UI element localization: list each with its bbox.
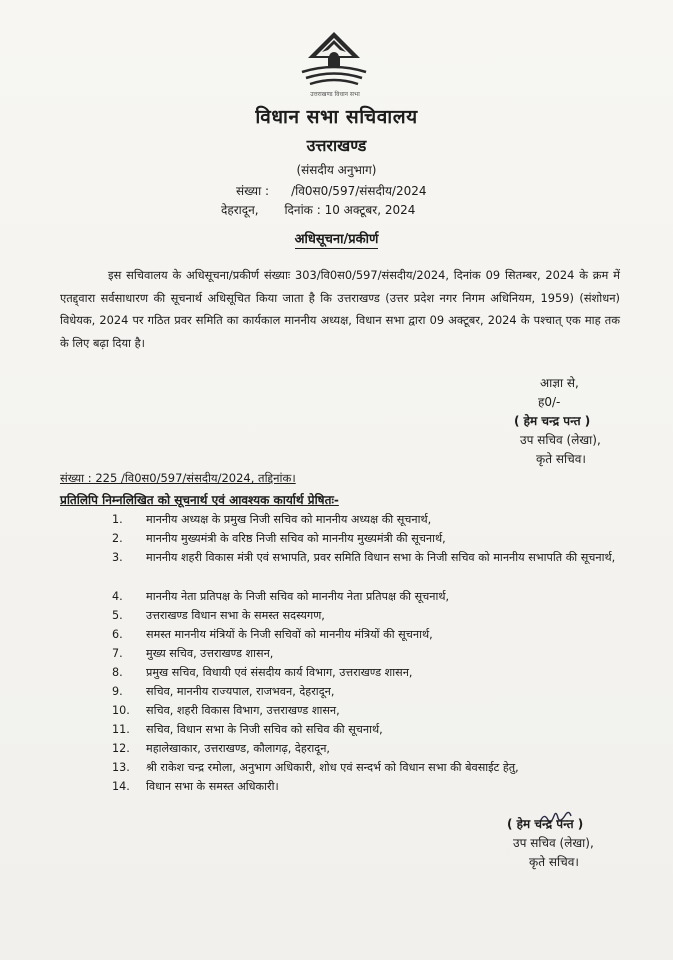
- list-item-number: 4.: [112, 590, 123, 603]
- list-item-number: 10.: [112, 704, 130, 717]
- state-name: उत्तराखण्ड: [306, 136, 367, 155]
- list-item-text: माननीय नेता प्रतिपक्ष के निजी सचिव को माननीय नेता प्रतिपक्ष की सूचनार्थ,: [146, 590, 450, 603]
- list-item-number: 8.: [112, 666, 123, 679]
- signature-block-1: [500, 374, 630, 469]
- signatory-designation: उप सचिव (लेखा),: [513, 836, 594, 850]
- notice-body: इस सचिवालय के अधिसूचना/प्रकीर्ण संख्याः 303/वि0स0/597/संसदीय/2024, दिनांक 09 सितम्बर, 2024 के क्रम में एतद्द्वारा सर्वसाधारण की सूचनार्थ अधिसूचित किया जाता है कि उत्तराखण्ड (उत्तर प्रदेश नगर निगम अधिनियम, 1959) (संशोधन) विधेयक, 2024 पर गठित प्रवर समिति का कार्यकाल माननीय अध्यक्ष, विधान सभा द्वारा 09 अक्टूबर, 2024 के पश्चात् एक माह तक के लिए बढ़ा दिया है।: [60, 268, 620, 350]
- signature-block-2: [505, 815, 645, 872]
- list-item-text: माननीय अध्यक्ष के प्रमुख निजी सचिव को माननीय अध्यक्ष की सूचनार्थ,: [146, 513, 432, 526]
- order-line: आज्ञा से,: [540, 376, 579, 390]
- list-item-text: माननीय मुख्यमंत्री के वरिष्ठ निजी सचिव को माननीय मुख्यमंत्री की सूचनार्थ,: [146, 532, 446, 545]
- list-item-text: समस्त माननीय मंत्रियों के निजी सचिवों को माननीय मंत्रियों की सूचनार्थ,: [146, 628, 433, 641]
- signatory-name: ( हेम चन्द्र पन्त ): [507, 817, 584, 831]
- copy-reference: संख्या : 225 /वि0स0/597/संसदीय/2024, तद्दिनांक।: [60, 471, 296, 485]
- list-item-text: सचिव, माननीय राज्यपाल, राजभवन, देहरादून,: [146, 685, 335, 698]
- reference-number-value: /वि0स0/597/संसदीय/2024: [291, 184, 427, 198]
- emblem-caption: उत्तराखण्ड विधान सभा: [310, 91, 360, 98]
- list-item-text: मुख्य सचिव, उत्तराखण्ड शासन,: [146, 647, 274, 660]
- list-item-number: 13.: [112, 761, 130, 774]
- copy-heading: प्रतिलिपि निम्नलिखित को सूचनार्थ एवं आवश्यक कार्यार्थ प्रेषितः-: [60, 493, 339, 507]
- signatory-for: कृते सचिव।: [536, 452, 586, 466]
- date-label: दिनांक :: [284, 203, 321, 217]
- place: देहरादून,: [221, 203, 259, 217]
- reference-number-label: संख्या :: [236, 184, 270, 198]
- list-item-number: 12.: [112, 742, 130, 755]
- list-item-text: महालेखाकार, उत्तराखण्ड, कौलागढ़, देहरादून,: [146, 742, 330, 755]
- list-item-text: विधान सभा के समस्त अधिकारी।: [146, 780, 279, 793]
- list-item-text: उत्तराखण्ड विधान सभा के समस्त सदस्यगण,: [146, 609, 325, 622]
- list-item-text: माननीय शहरी विकास मंत्री एवं सभापति, प्रवर समिति विधान सभा के निजी सचिव को माननीय सभापति की सूचनार्थ,: [146, 551, 616, 564]
- division-name: (संसदीय अनुभाग): [296, 163, 377, 177]
- list-item-number: 9.: [112, 685, 123, 698]
- notice-title: [0, 229, 673, 247]
- list-item-number: 5.: [112, 609, 123, 622]
- notice-title-text: अधिसूचना/प्रकीर्ण: [294, 232, 379, 247]
- list-item-number: 2.: [112, 532, 123, 545]
- list-item-text: सचिव, विधान सभा के निजी सचिव को सचिव की सूचनार्थ,: [146, 723, 383, 736]
- signatory-name: ( हेम चन्द्र पन्त ): [514, 414, 591, 428]
- reference-number: [236, 182, 427, 199]
- list-item-number: 14.: [112, 780, 130, 793]
- list-item-number: 6.: [112, 628, 123, 641]
- list-item-text: श्री राकेश चन्द्र रमोला, अनुभाग अधिकारी, शोध एवं सन्दर्भ को विधान सभा की बेवसाईट हेतु,: [146, 761, 519, 774]
- list-item-number: 3.: [112, 551, 123, 564]
- list-item-number: 7.: [112, 647, 123, 660]
- uttarakhand-assembly-emblem: [292, 28, 376, 98]
- list-item-text: प्रमुख सचिव, विधायी एवं संसदीय कार्य विभाग, उत्तराखण्ड शासन,: [146, 666, 413, 679]
- date-value: 10 अक्टूबर, 2024: [324, 203, 416, 217]
- list-item-text: सचिव, शहरी विकास विभाग, उत्तराखण्ड शासन,: [146, 704, 340, 717]
- list-item-number: 1.: [112, 513, 123, 526]
- signed-mark: ह0/-: [538, 395, 561, 409]
- place-date-line: [221, 201, 415, 218]
- signatory-for: कृते सचिव।: [529, 855, 579, 869]
- list-item-number: 11.: [112, 723, 130, 736]
- office-title: विधान सभा सचिवालय: [255, 106, 418, 128]
- signatory-designation: उप सचिव (लेखा),: [520, 433, 601, 447]
